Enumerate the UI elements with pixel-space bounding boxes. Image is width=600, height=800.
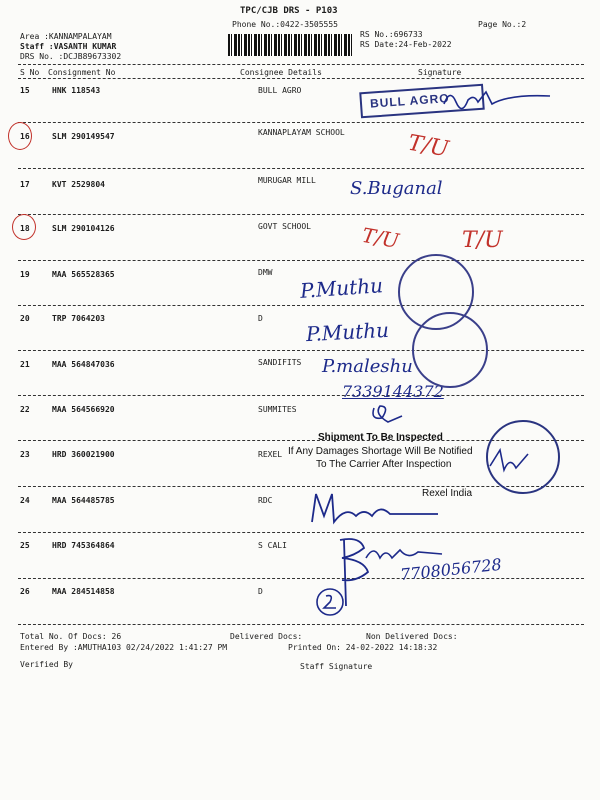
report-title: TPC/CJB DRS - P103 [240, 6, 338, 16]
printed-on: Printed On: 24-02-2022 14:18:32 [288, 643, 438, 652]
rs-date: RS Date:24-Feb-2022 [360, 40, 452, 49]
row-consignment: MAA 284514858 [52, 587, 115, 596]
row-divider [18, 532, 584, 533]
row-consignee: SANDIFITS [258, 358, 302, 367]
row-sno: 21 [20, 360, 30, 369]
row-consignment: MAA 564485785 [52, 496, 115, 505]
area-label: Area :KANNAMPALAYAM [20, 32, 112, 41]
company-stamp: BULL AGRO [359, 84, 485, 119]
col-sno: S No [20, 68, 40, 77]
delivered-docs: Delivered Docs: [230, 632, 303, 641]
row-consignee: RDC [258, 496, 273, 505]
total-docs: Total No. Of Docs: 26 [20, 632, 122, 641]
row-sno: 15 [20, 86, 30, 95]
row-sno: 23 [20, 450, 30, 459]
handwritten-signature: P.Muthu [299, 273, 384, 303]
row-consignee: D [258, 587, 263, 596]
row-sno: 24 [20, 496, 30, 505]
signature-scribble [306, 488, 446, 528]
col-consignee: Consignee Details [240, 68, 322, 77]
row-divider [18, 214, 584, 215]
row-consignee: GOVT SCHOOL [258, 222, 311, 231]
row-consignment: HRD 360021900 [52, 450, 115, 459]
stamp-line: Shipment To Be Inspected [318, 432, 443, 443]
row-consignee: KANNAPLAYAM SCHOOL [258, 128, 345, 137]
row-consignee: REXEL [258, 450, 283, 459]
handwritten-signature: S.Buganal [350, 178, 443, 199]
red-circle-mark [12, 214, 36, 240]
row-sno: 25 [20, 541, 30, 550]
row-consignment: SLM 290149547 [52, 132, 115, 141]
row-consignment: SLM 290104126 [52, 224, 115, 233]
staff-signature: Staff Signature [300, 662, 373, 671]
handwritten-signature: P.Muthu [305, 317, 390, 347]
row-divider [18, 168, 584, 169]
row-divider [18, 260, 584, 261]
row-sno: 20 [20, 314, 30, 323]
row-divider [18, 305, 584, 306]
row-divider [18, 486, 584, 487]
row-consignee: MURUGAR MILL [258, 176, 316, 185]
signature-scribble [486, 446, 536, 476]
tu-mark: T/U [360, 222, 401, 254]
row-sno: 19 [20, 270, 30, 279]
drs-number: DRS No. :DCJB89673302 [20, 52, 122, 61]
signature-scribble [440, 84, 560, 112]
handwritten-phone: 7339144372 [342, 382, 444, 401]
row-consignment: MAA 564847036 [52, 360, 115, 369]
red-circle-mark [8, 122, 32, 150]
row-consignment: HNK 118543 [52, 86, 101, 95]
tu-mark: T/U [462, 228, 503, 253]
signature-scribble [368, 400, 408, 428]
row-divider [18, 578, 584, 579]
handwritten-signature: P.maleshu [322, 356, 413, 377]
row-sno: 17 [20, 180, 30, 189]
header-divider-bottom [18, 78, 584, 79]
col-consignment: Consignment No [48, 68, 116, 77]
row-sno: 18 [20, 224, 30, 233]
row-divider [18, 122, 584, 123]
staff-label: Staff :VASANTH KUMAR [20, 42, 117, 51]
row-divider [18, 395, 584, 396]
row-consignment: TRP 7064203 [52, 314, 105, 323]
row-consignee: D [258, 314, 263, 323]
handwritten-phone: 7708056728 [399, 554, 503, 585]
row-divider [18, 350, 584, 351]
entered-by: Entered By :AMUTHA103 02/24/2022 1:41:27 PM [20, 643, 228, 652]
non-delivered-docs: Non Delivered Docs: [366, 632, 458, 641]
row-consignee: S CALI [258, 541, 287, 550]
col-signature: Signature [418, 68, 462, 77]
signature-scribble [310, 580, 360, 624]
tu-mark: T/U [406, 130, 451, 163]
row-consignment: MAA 564566920 [52, 405, 115, 414]
verified-by: Verified By [20, 660, 73, 669]
row-sno: 16 [20, 132, 30, 141]
stamp-line: To The Carrier After Inspection [316, 459, 452, 470]
row-consignment: HRD 745364864 [52, 541, 115, 550]
phone-number: Phone No.:0422-3505555 [232, 20, 338, 29]
row-divider [18, 624, 584, 625]
barcode [228, 34, 352, 56]
rs-number: RS No.:696733 [360, 30, 423, 39]
header-divider-top [18, 64, 584, 65]
row-sno: 26 [20, 587, 30, 596]
page-number: Page No.:2 [478, 20, 527, 29]
company-seal [412, 312, 488, 388]
row-consignee: DMW [258, 268, 273, 277]
row-consignee: BULL AGRO [258, 86, 302, 95]
stamp-line: If Any Damages Shortage Will Be Notified [288, 446, 473, 457]
row-consignee: SUMMITES [258, 405, 297, 414]
row-consignment: MAA 565528365 [52, 270, 115, 279]
row-consignment: KVT 2529804 [52, 180, 105, 189]
row-sno: 22 [20, 405, 30, 414]
stamp-company: Rexel India [422, 488, 473, 499]
